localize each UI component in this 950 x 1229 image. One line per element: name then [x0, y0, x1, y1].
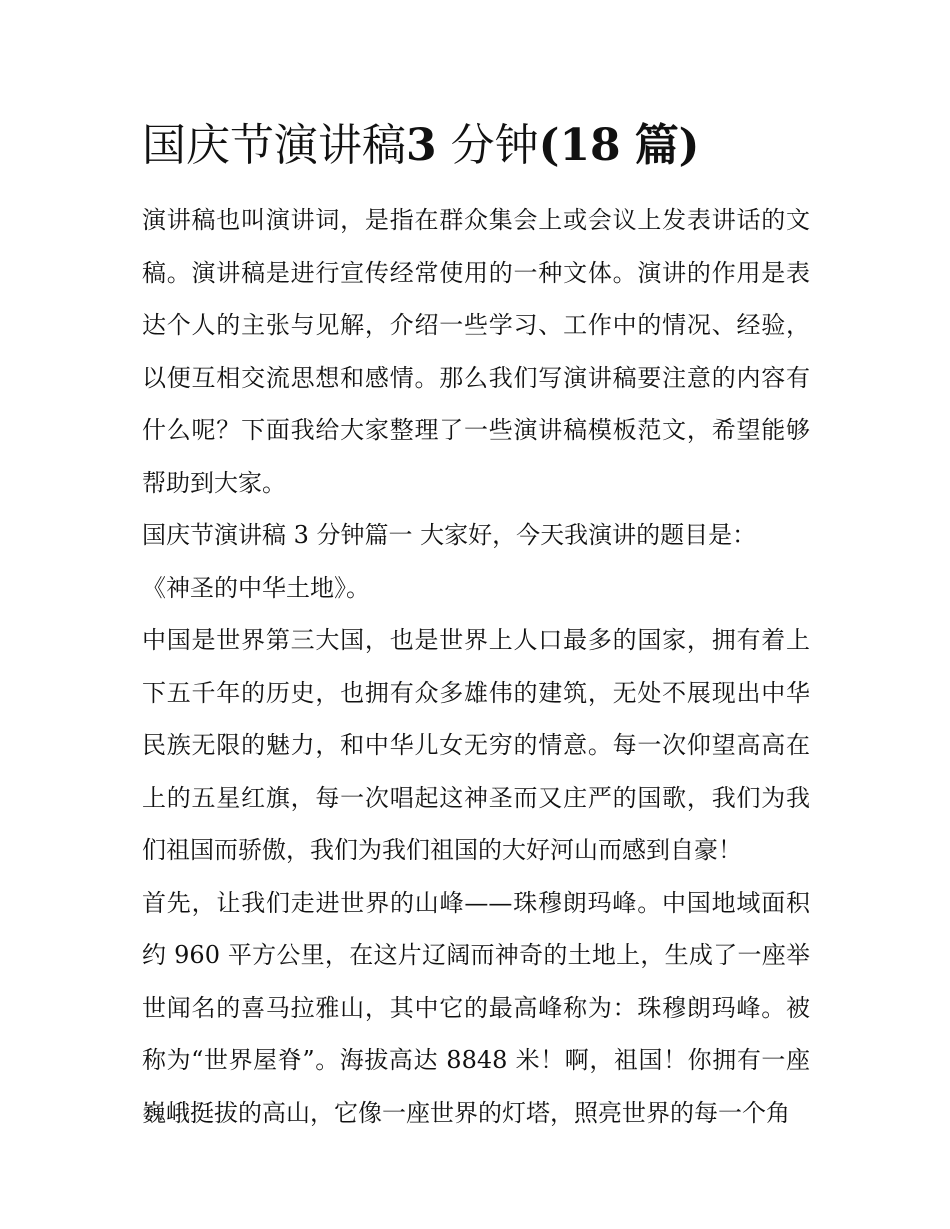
document-page: [142, 108, 810, 1139]
paragraph-everest: 首先，让我们走进世界的山峰——珠穆朗玛峰。中国地域面积约 960 平方公里，在这片辽阔而神奇的土地上，生成了一座举世闻名的喜马拉雅山，其中它的最高峰称为：珠穆朗玛峰。被称为“世界屋脊”。海拔高达 8848 米！啊，祖国！你拥有一座巍峨挺拔的高山，它像一座世界的灯塔，照亮世界的每一个角: [142, 888, 810, 1127]
title-part-3: 篇): [634, 120, 700, 171]
title-number: 3: [406, 120, 437, 171]
document-body: [142, 194, 810, 1139]
paragraph-intro: 演讲稿也叫演讲词，是指在群众集会上或会议上发表讲话的文稿。演讲稿是进行宣传经常使用的一种文体。演讲的作用是表达个人的主张与见解，介绍一些学习、工作中的情况、经验，以便互相交流思想和感情。那么我们写演讲稿要注意的内容有什么呢？下面我给大家整理了一些演讲稿模板范文，希望能够帮助到大家。: [142, 206, 810, 497]
paragraph-section-heading: 国庆节演讲稿 3 分钟篇一 大家好，今天我演讲的题目是：: [142, 521, 757, 549]
paragraph-china: 中国是世界第三大国，也是世界上人口最多的国家，拥有着上下五千年的历史，也拥有众多雄伟的建筑，无处不展现出中华民族无限的魅力，和中华儿女无穷的情意。每一次仰望高高在上的五星红旗，每一次唱起这神圣而又庄严的国歌，我们为我们祖国而骄傲，我们为我们祖国的大好河山而感到自豪！: [142, 626, 810, 864]
document-title: [142, 108, 810, 184]
paragraph-speech-title: 《神圣的中华土地》。: [142, 573, 370, 602]
title-count: (18: [538, 120, 621, 171]
title-part-2: 分钟: [450, 120, 539, 171]
title-part-1: 国庆节演讲稿: [142, 120, 406, 171]
